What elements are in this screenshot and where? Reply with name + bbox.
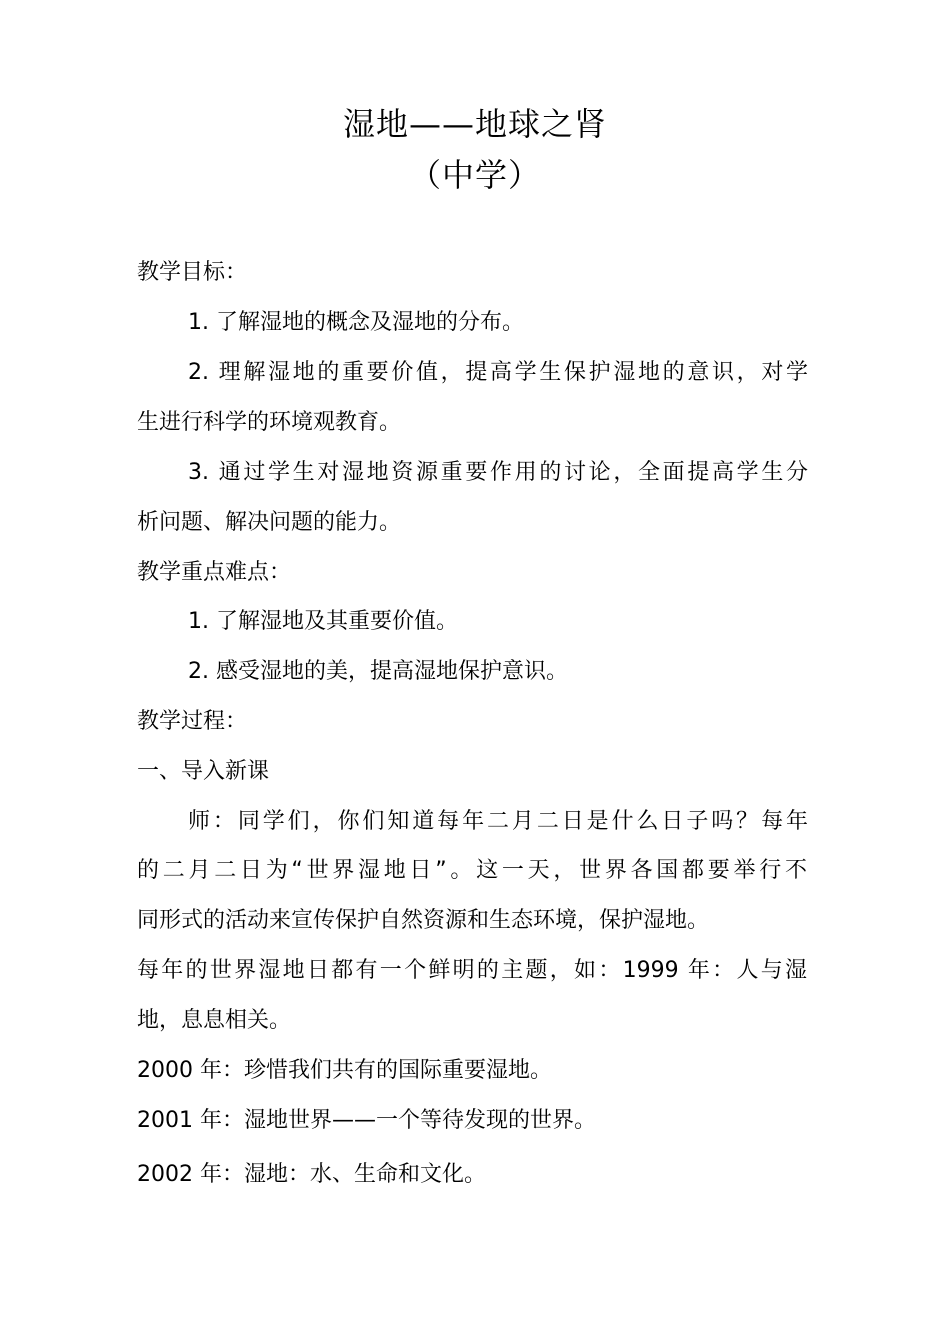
- subsection-heading: 一、导入新课: [137, 759, 270, 784]
- paragraph-line: 生进行科学的环境观教育。: [137, 410, 402, 435]
- paragraph-line: 2000 年：珍惜我们共有的国际重要湿地。: [137, 1058, 552, 1083]
- paragraph-line: 1. 了解湿地及其重要价值。: [188, 609, 458, 634]
- paragraph-line: 师：同学们，你们知道每年二月二日是什么日子吗？每年: [188, 809, 808, 834]
- section-heading-process: 教学过程：: [137, 709, 248, 734]
- paragraph-line: 2. 理解湿地的重要价值，提高学生保护湿地的意识，对学: [188, 360, 808, 385]
- paragraph-line: 3. 通过学生对湿地资源重要作用的讨论，全面提高学生分: [188, 460, 808, 485]
- document-subtitle: （中学）: [408, 156, 541, 194]
- paragraph-line: 2002 年：湿地：水、生命和文化。: [137, 1162, 486, 1187]
- paragraph-line: 的二月二日为“世界湿地日”。这一天，世界各国都要举行不: [137, 858, 807, 883]
- paragraph-line: 同形式的活动来宣传保护自然资源和生态环境，保护湿地。: [137, 908, 710, 933]
- document-title: 湿地——地球之肾: [342, 105, 607, 143]
- paragraph-line: 每年的世界湿地日都有一个鲜明的主题，如：1999 年：人与湿: [137, 958, 807, 983]
- paragraph-line: 析问题、解决问题的能力。: [137, 510, 402, 535]
- section-heading-key-points: 教学重点难点：: [137, 560, 292, 585]
- paragraph-line: 地，息息相关。: [137, 1008, 292, 1033]
- paragraph-line: 2. 感受湿地的美，提高湿地保护意识。: [188, 659, 568, 684]
- paragraph-line: 1. 了解湿地的概念及湿地的分布。: [188, 310, 524, 335]
- paragraph-line: 2001 年：湿地世界——一个等待发现的世界。: [137, 1108, 596, 1133]
- section-heading-objectives: 教学目标：: [137, 260, 248, 285]
